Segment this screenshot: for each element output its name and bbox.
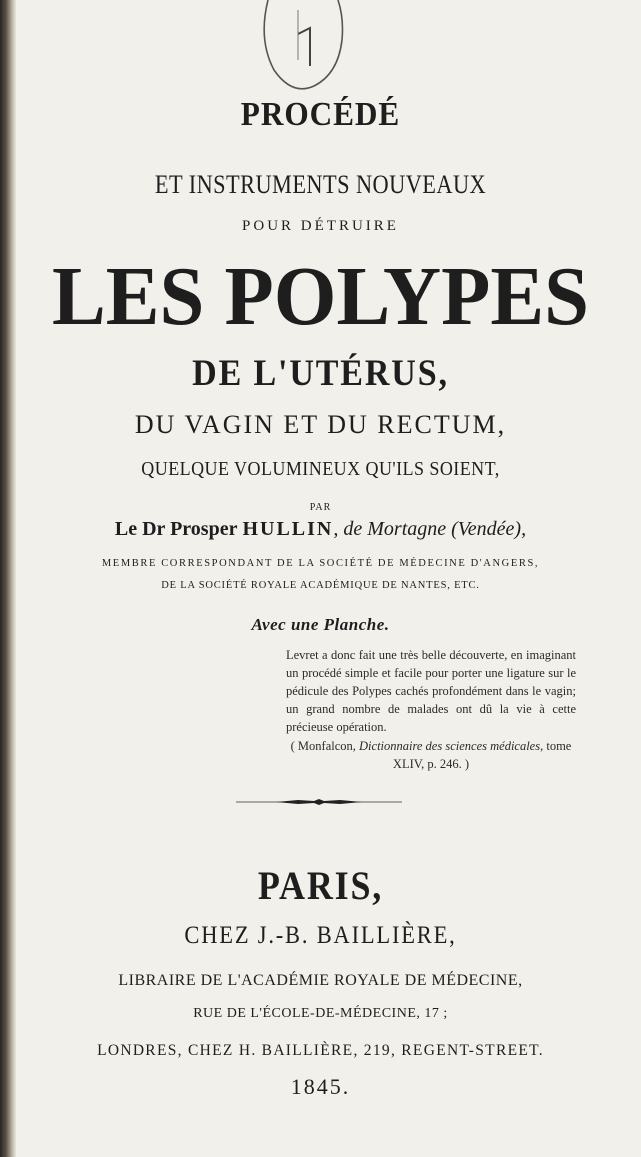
- title-line-instruments: ET INSTRUMENTS NOUVEAUX: [154, 170, 487, 199]
- imprint-london: LONDRES, CHEZ H. BAILLIÈRE, 219, REGENT-STREET.: [97, 1042, 544, 1059]
- imprint-city: PARIS,: [257, 863, 384, 908]
- author-place: , de Mortagne (Vendée),: [333, 518, 527, 540]
- imprint-libraire: LIBRAIRE DE L'ACADÉMIE ROYALE DE MÉDECINE,: [118, 972, 523, 989]
- epigraph-work: Dictionnaire des sciences médicales: [359, 739, 541, 753]
- title-line-pour: POUR DÉTRUIRE: [242, 218, 399, 234]
- author-prefix: Le Dr Prosper: [114, 518, 238, 540]
- epigraph-author: ( Monfalcon,: [290, 739, 356, 753]
- title-line-polypes: LES POLYPES: [51, 250, 590, 343]
- title-line-quelque: QUELQUE VOLUMINEUX QU'ILS SOIENT,: [141, 458, 500, 480]
- imprint-year: 1845.: [290, 1074, 351, 1099]
- library-stamp-mark: [258, 0, 350, 100]
- plate-note: Avec une Planche.: [251, 615, 390, 634]
- epigraph-text: Levret a donc fait une très belle découverte, en imaginant un procédé simple et facile pour porter une ligature sur le pédicule des Polypes cachés profondément dans le vagin; un grand nombre de malades ont dû la vie à cette précieuse opération.: [286, 648, 576, 734]
- title-line-procede: PROCÉDÉ: [240, 96, 401, 133]
- imprint-publisher: CHEZ J.-B. BAILLIÈRE,: [184, 922, 457, 949]
- epigraph-attribution: [286, 737, 576, 773]
- epigraph-ref: , tome XLIV, p. 246. ): [392, 739, 572, 771]
- author-line: [0, 518, 641, 541]
- by-label: PAR: [309, 502, 332, 513]
- author-affiliation-1: MEMBRE CORRESPONDANT DE LA SOCIÉTÉ DE MÉDECINE D'ANGERS,: [101, 558, 540, 569]
- title-line-uterus: DE L'UTÉRUS,: [192, 353, 449, 394]
- imprint-address: RUE DE L'ÉCOLE-DE-MÉDECINE, 17 ;: [193, 1006, 448, 1021]
- epigraph: [286, 646, 576, 773]
- ornamental-rule: [236, 799, 402, 805]
- author-affiliation-2: DE LA SOCIÉTÉ ROYALE ACADÉMIQUE DE NANTES, ETC.: [161, 580, 480, 591]
- author-name: HULLIN: [242, 518, 334, 540]
- title-line-vagin: DU VAGIN ET DU RECTUM,: [134, 410, 507, 439]
